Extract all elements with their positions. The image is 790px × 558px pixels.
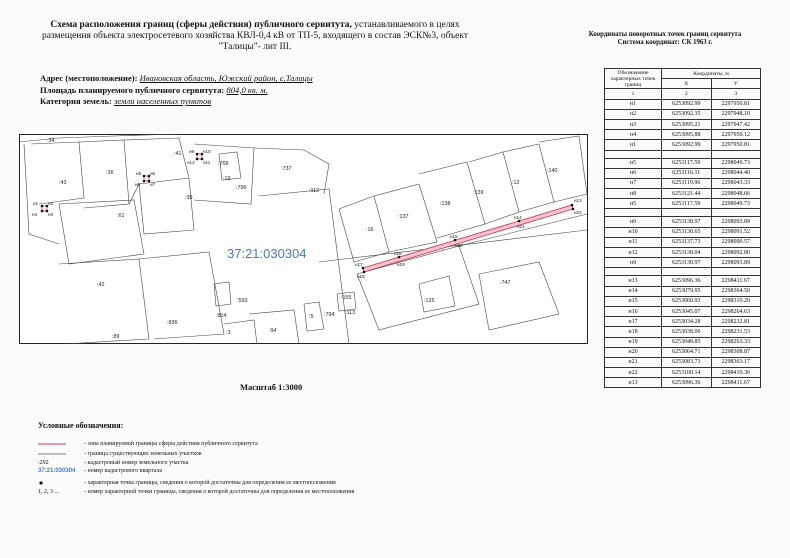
x-cell: 6253130.65 (662, 227, 712, 237)
empty-cell (662, 150, 712, 158)
point-cell: н12 (605, 248, 662, 258)
point-label-n20: н20 (455, 243, 463, 248)
y-cell: 2298044.40 (711, 168, 761, 178)
y-cell: 2297950.12 (711, 130, 761, 140)
point-cell: н5 (605, 199, 662, 209)
parcel-label: :836 (167, 320, 178, 326)
legend-heading: Условные обозначения: (38, 421, 124, 430)
legend (38, 422, 398, 497)
legend-text: - зона планируемой границы сферы действия публичного сервитута (84, 441, 258, 448)
point-label-n22: н22 (574, 210, 582, 215)
x-cell: 6253038.06 (662, 327, 712, 337)
parcel-label: :768 (218, 161, 229, 167)
servitude-line-symbol (38, 441, 84, 450)
y-cell: 2297950.81 (711, 99, 761, 109)
parcel-label: :19 (223, 176, 231, 182)
table-row (605, 237, 761, 247)
parcel-label: :139 (473, 190, 484, 196)
x-cell: 6253137.73 (662, 237, 712, 247)
point-label-n7: н7 (150, 182, 156, 187)
empty-cell (711, 150, 761, 158)
coords-header-row (605, 69, 761, 79)
y-cell: 2298363.17 (711, 357, 761, 367)
table-row (605, 178, 761, 188)
point-label-n15: н15 (450, 234, 458, 239)
y-cell: 2298308.87 (711, 347, 761, 357)
point-cell: н7 (605, 178, 662, 188)
point-label-n21: н21 (517, 224, 525, 229)
empty-cell (605, 150, 662, 158)
point-cell: н15 (605, 296, 662, 306)
coords-title-line2: Система координат: СК 1963 г. (617, 39, 713, 46)
parcel-label: :137 (398, 214, 409, 220)
point-cell: н13 (605, 276, 662, 286)
empty-cell (605, 268, 662, 276)
point-label-n3: н3 (48, 212, 54, 217)
legend-item (38, 468, 398, 475)
point-cell: н1 (605, 99, 662, 109)
point-label-n5: н5 (136, 171, 142, 176)
table-row (605, 168, 761, 178)
x-cell: 6253100.14 (662, 368, 712, 378)
parcel-label: :747 (500, 280, 511, 286)
point-label-n17: н17 (355, 262, 363, 267)
parcel-label: :39 (185, 195, 193, 201)
area-label: Площадь планируемого публичного сервитута: (40, 84, 225, 95)
x-cell: 6253092.99 (662, 140, 712, 150)
point-cell: н3 (605, 119, 662, 129)
parcel-label: :794 (324, 312, 335, 318)
point-number-symbol: 1, 2, 3 ... (38, 489, 59, 496)
point-cell: н11 (605, 237, 662, 247)
y-cell: 2298263.33 (711, 337, 761, 347)
parcel-label: :113 (345, 310, 356, 316)
point-label-n11: н11 (203, 160, 211, 165)
empty-cell (662, 209, 712, 217)
y-cell: 2298049.73 (711, 199, 761, 209)
table-row (605, 327, 761, 337)
y-cell: 2298411.67 (711, 276, 761, 286)
table-row (605, 276, 761, 286)
empty-cell (711, 268, 761, 276)
y-cell: 2298264.63 (711, 306, 761, 316)
point-label-n1: н1 (33, 201, 39, 206)
x-cell: 6253064.71 (662, 347, 712, 357)
point-label-n10: н10 (203, 149, 211, 154)
table-row (605, 368, 761, 378)
point-label-n16: н16 (394, 251, 402, 256)
parcel-label: :796 (236, 185, 247, 191)
table-row (605, 296, 761, 306)
table-row (605, 306, 761, 316)
parcel-label: :89 (112, 334, 120, 340)
table-row (605, 357, 761, 367)
parcel-label: :36 (106, 170, 114, 176)
parcel-label: :125 (424, 298, 435, 304)
category-label: Категория земель: (40, 96, 112, 107)
x-cell: 6253034.28 (662, 317, 712, 327)
parcel-number-symbol: :292 (38, 460, 49, 467)
table-row (605, 99, 761, 109)
y-cell: 2297950.81 (711, 140, 761, 150)
parcel-label: :94 (269, 328, 277, 334)
x-cell: 6253095.88 (662, 130, 712, 140)
table-row (605, 119, 761, 129)
y-cell: 2297947.42 (711, 119, 761, 129)
x-cell: 6253048.85 (662, 337, 712, 347)
point-cell: н19 (605, 337, 662, 347)
col-number: 1 (605, 89, 662, 99)
y-cell: 2298091.52 (711, 227, 761, 237)
table-row (605, 337, 761, 347)
y-cell: 2298048.66 (711, 189, 761, 199)
table-row (605, 347, 761, 357)
parcel-label: :61 (117, 213, 125, 219)
parcel-label: :814 (216, 313, 227, 319)
parcel-label: :737 (281, 166, 292, 172)
cadastral-map (19, 134, 588, 344)
point-label-n14: н14 (514, 215, 522, 220)
table-row (605, 130, 761, 140)
point-cell: н22 (605, 368, 662, 378)
group-separator-row (605, 150, 761, 158)
col-point-header: Обозначение характерных точек границ (605, 69, 662, 89)
legend-item (38, 451, 398, 460)
info-block (40, 73, 313, 108)
empty-cell (711, 209, 761, 217)
area-value: 804,0 кв. м. (226, 84, 268, 95)
x-cell: 6253117.59 (662, 158, 712, 168)
legend-item (38, 441, 398, 450)
table-row (605, 199, 761, 209)
point-cell: н1 (605, 140, 662, 150)
legend-item (38, 489, 398, 496)
parcel-label: :3 (226, 330, 231, 336)
document-title (30, 20, 480, 53)
table-row (605, 248, 761, 258)
coords-body (605, 99, 761, 388)
table-row (605, 189, 761, 199)
point-cell: н13 (605, 378, 662, 388)
y-cell: 2297948.10 (711, 109, 761, 119)
point-label-n19: н19 (397, 262, 405, 267)
group-separator-row (605, 268, 761, 276)
col-number: 3 (711, 89, 761, 99)
coords-number-row (605, 89, 761, 99)
map-frame (20, 135, 588, 344)
legend-text: - кадастровый номер земельного участка (84, 460, 189, 467)
y-cell: 2298411.67 (711, 378, 761, 388)
y-cell: 2298093.89 (711, 258, 761, 268)
point-label-n9: н9 (189, 149, 195, 154)
col-x-header: X (662, 79, 712, 89)
table-row (605, 140, 761, 150)
col-coords-header: Координаты, м (662, 69, 761, 79)
legend-text: - номер характерной точки границы, сведения о которой достаточны для определения ее местоположения (84, 489, 355, 496)
point-cell: н18 (605, 327, 662, 337)
x-cell: 6253130.97 (662, 258, 712, 268)
empty-cell (662, 268, 712, 276)
parcel-label: :12 (512, 180, 520, 186)
point-cell: н20 (605, 347, 662, 357)
col-y-header: У (711, 79, 761, 89)
x-cell: 6253138.04 (662, 248, 712, 258)
point-cell: н5 (605, 158, 662, 168)
point-cell: н4 (605, 130, 662, 140)
x-cell: 6253121.44 (662, 189, 712, 199)
category-value: земли населенных пунктов (114, 96, 212, 107)
point-label-n18: н18 (357, 274, 365, 279)
legend-text: - номер кадастрового квартала (84, 467, 163, 474)
point-cell: н17 (605, 317, 662, 327)
y-cell: 2298231.53 (711, 327, 761, 337)
point-label-n6: н6 (150, 171, 156, 176)
address-label: Адрес (местоположение): (40, 73, 138, 83)
point-cell: н14 (605, 286, 662, 296)
x-cell: 6253079.95 (662, 286, 712, 296)
point-cell: н9 (605, 217, 662, 227)
point-label-n4: н4 (32, 212, 38, 217)
empty-cell (605, 209, 662, 217)
y-cell: 2298049.73 (711, 158, 761, 168)
point-cell: н10 (605, 227, 662, 237)
title-bold: Схема расположения границ (сферы действия) публичного сервитута, (50, 20, 352, 30)
table-row (605, 227, 761, 237)
parcel-label: :42 (97, 282, 105, 288)
y-cell: 2298043.33 (711, 178, 761, 188)
group-separator-row (605, 209, 761, 217)
y-cell: 2298310.20 (711, 296, 761, 306)
x-cell: 6253130.97 (662, 217, 712, 227)
point-cell: н16 (605, 306, 662, 316)
x-cell: 6253095.21 (662, 119, 712, 129)
address-row (40, 73, 313, 85)
title-rest: устанавливаемого в целях размещения объекта электросетевого хозяйства КВЛ-0,4 кВ от ТП-5, входящего в состав ЭСК№3, объект "Талицы"- лит III. (41, 20, 469, 52)
parcel-line-symbol (38, 451, 84, 460)
y-cell: 2298093.89 (711, 217, 761, 227)
point-cell: н6 (605, 168, 662, 178)
parcel-label: :593 (237, 298, 248, 304)
x-cell: 6253119.96 (662, 178, 712, 188)
x-cell: 6253096.36 (662, 276, 712, 286)
quarter-label: 37:21:030304 (227, 246, 307, 261)
area-row (40, 85, 313, 97)
x-cell: 6253096.36 (662, 378, 712, 388)
parcel-label: :138 (440, 201, 451, 207)
table-row (605, 286, 761, 296)
coords-title (565, 31, 765, 47)
point-cell: н21 (605, 357, 662, 367)
parcel-label: :112 (309, 188, 320, 194)
table-row (605, 109, 761, 119)
coords-table (604, 68, 761, 388)
parcel-label: :43 (59, 180, 67, 186)
legend-item (38, 460, 398, 467)
table-row (605, 258, 761, 268)
table-row (605, 378, 761, 388)
col-number: 2 (662, 89, 712, 99)
point-cell: н8 (605, 189, 662, 199)
x-cell: 6253060.93 (662, 296, 712, 306)
x-cell: 6253083.73 (662, 357, 712, 367)
x-cell: 6253092.35 (662, 109, 712, 119)
quarter-number-symbol: 37:21:030304 (38, 467, 76, 474)
table-row (605, 217, 761, 227)
legend-text: - характерная точка границы, сведения о которой достаточны для определения ее местоположения (84, 480, 336, 487)
point-label-n2: н2 (48, 201, 54, 206)
point-label-n12: н12 (187, 160, 195, 165)
y-cell: 2298410.36 (711, 368, 761, 378)
x-cell: 6253117.59 (662, 199, 712, 209)
category-row (40, 96, 313, 108)
point-cell: н2 (605, 109, 662, 119)
x-cell: 6253045.07 (662, 306, 712, 316)
x-cell: 6253116.11 (662, 168, 712, 178)
point-label-n8: н8 (135, 182, 141, 187)
parcel-label: :41 (174, 151, 182, 157)
y-cell: 2298232.81 (711, 317, 761, 327)
parcel-label: :16 (366, 227, 374, 233)
table-row (605, 158, 761, 168)
point-symbol (38, 480, 84, 489)
table-row (605, 317, 761, 327)
parcel-label: :155 (341, 295, 352, 301)
parcel-label: :140 (547, 168, 558, 174)
coords-title-line1: Координаты поворотных точек границ сервитута (588, 31, 742, 38)
y-cell: 2298090.57 (711, 237, 761, 247)
y-cell: 2298092.80 (711, 248, 761, 258)
address-value: Ивановская область, Южский район, с.Талицы (139, 73, 313, 83)
legend-text: - граница существующих земельных участков (84, 450, 202, 457)
parcel-label: :34 (47, 138, 55, 144)
parcel-label: :5 (309, 314, 314, 320)
y-cell: 2298364.50 (711, 286, 761, 296)
point-cell: н9 (605, 258, 662, 268)
x-cell: 6253092.99 (662, 99, 712, 109)
map-scale: Масштаб 1:3000 (240, 382, 303, 392)
point-label-n13: н13 (574, 198, 582, 203)
